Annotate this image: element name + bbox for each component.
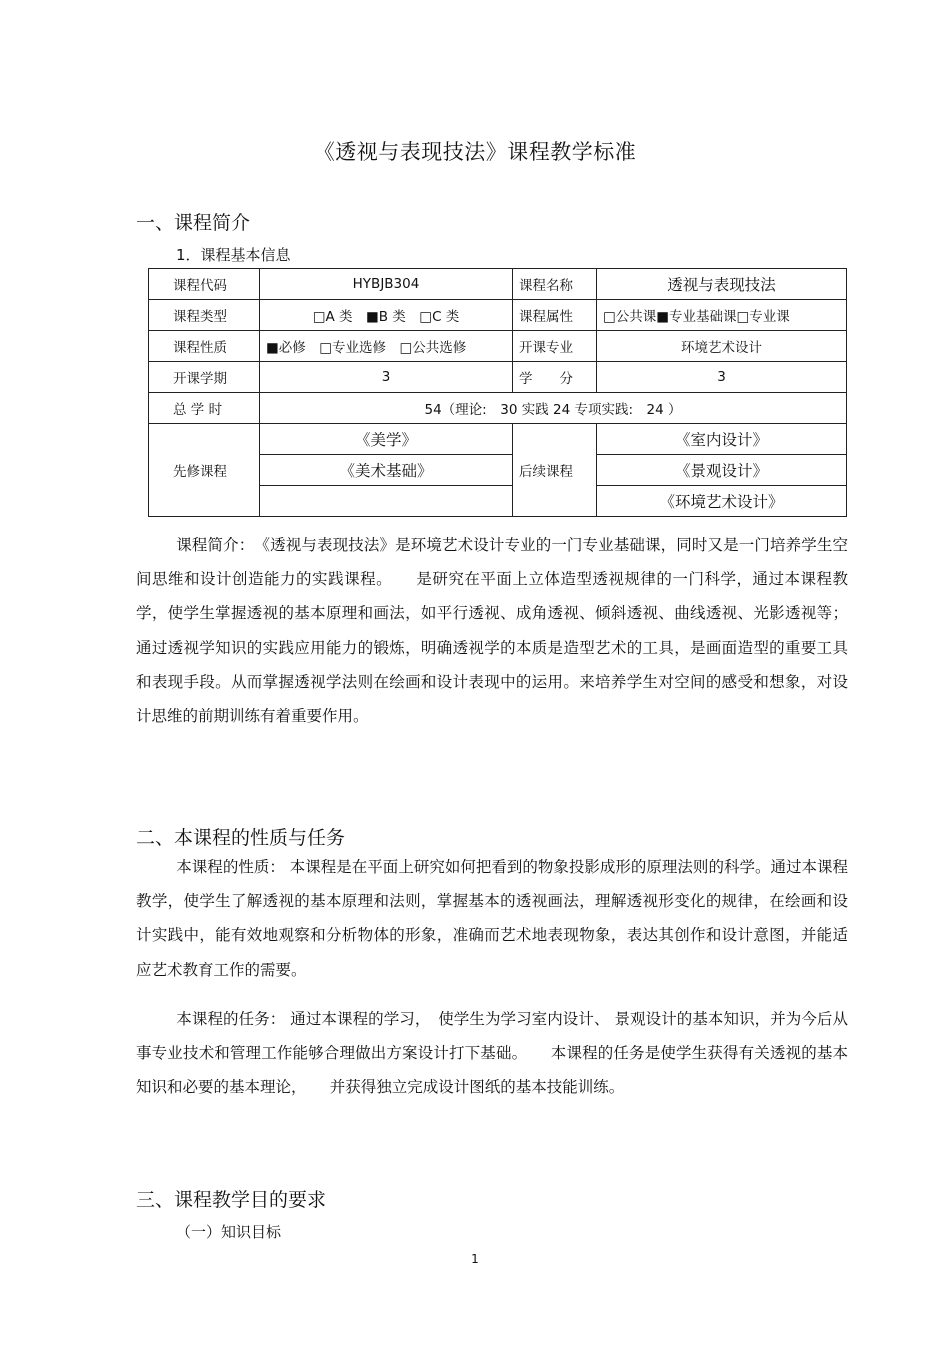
table-row	[149, 331, 847, 362]
section-heading-2: 二、本课程的性质与任务	[136, 827, 346, 849]
label-major: 开课专业	[513, 331, 597, 362]
label-course-type: 课程类型	[149, 300, 260, 331]
label-followup: 后续课程	[513, 424, 597, 517]
followup-item: 《室内设计》	[597, 424, 847, 455]
value-major: 环境艺术设计	[597, 331, 847, 362]
label-prerequisite: 先修课程	[149, 424, 260, 517]
value-course-nature: ■必修 □专业选修 □公共选修	[260, 331, 513, 362]
document-title: 《透视与表现技法》课程教学标准	[313, 140, 637, 164]
table-row	[149, 269, 847, 300]
table-row	[149, 362, 847, 393]
value-course-attribute: □公共课■专业基础课□专业课	[597, 300, 847, 331]
subsection-heading-knowledge: （一）知识目标	[176, 1223, 282, 1241]
table-row	[149, 393, 847, 424]
prerequisite-item	[260, 486, 513, 517]
label-course-code: 课程代码	[149, 269, 260, 300]
label-credits: 学 分	[513, 362, 597, 393]
section-heading-1: 一、课程简介	[136, 212, 251, 234]
label-course-nature: 课程性质	[149, 331, 260, 362]
label-total-hours: 总 学 时	[149, 393, 260, 424]
prerequisite-item: 《美学》	[260, 424, 513, 455]
label-course-name: 课程名称	[513, 269, 597, 300]
prerequisite-item: 《美术基础》	[260, 455, 513, 486]
page-number: 1	[471, 1252, 479, 1266]
value-course-name: 透视与表现技法	[597, 269, 847, 300]
course-intro-paragraph: 课程简介： 《透视与表现技法》是环境艺术设计专业的一门专业基础课，同时又是一门培养学生空间思维和设计创造能力的实践课程。 是研究在平面上立体造型透视规律的一门科学，通过本课程教学，使学生掌握透视的基本原理和画法，如平行透视、成角透视、倾斜透视、曲线透视、光影透视等；通过透视学知识的实践应用能力的锻炼，明确透视学的本质是造型艺术的工具，是画面造型的重要工具和表现手段。从而掌握透视学法则在绘画和设计表现中的运用。来培养学生对空间的感受和想象，对设计思维的前期训练有着重要作用。	[136, 536, 848, 726]
value-course-code: HYBJB304	[260, 269, 513, 300]
section-heading-3: 三、课程教学目的要求	[136, 1189, 327, 1211]
value-total-hours: 54（理论: 30 实践 24 专项实践: 24 ）	[260, 393, 847, 424]
table-row	[149, 424, 847, 455]
value-course-type: □A 类 ■B 类 □C 类	[260, 300, 513, 331]
table-row	[149, 300, 847, 331]
followup-item: 《景观设计》	[597, 455, 847, 486]
followup-item: 《环境艺术设计》	[597, 486, 847, 517]
label-course-attribute: 课程属性	[513, 300, 597, 331]
value-credits: 3	[597, 362, 847, 393]
course-info-table	[148, 268, 847, 517]
label-semester: 开课学期	[149, 362, 260, 393]
course-task-paragraph: 本课程的任务： 通过本课程的学习， 使学生为学习室内设计、 景观设计的基本知识，并为今后从事专业技术和管理工作能够合理做出方案设计打下基础。 本课程的任务是使学生获得有关透视的基本知识和必要的基本理论， 并获得独立完成设计图纸的基本技能训练。	[136, 1010, 848, 1097]
subsection-heading-basic-info: 1．课程基本信息	[176, 246, 291, 264]
course-nature-paragraph: 本课程的性质： 本课程是在平面上研究如何把看到的物象投影成形的原理法则的科学。通过本课程教学，使学生了解透视的基本原理和法则，掌握基本的透视画法，理解透视形变化的规律，在绘画和设计实践中，能有效地观察和分析物体的形象，准确而艺术地表现物象，表达其创作和设计意图，并能适应艺术教育工作的需要。	[136, 858, 848, 979]
value-semester: 3	[260, 362, 513, 393]
